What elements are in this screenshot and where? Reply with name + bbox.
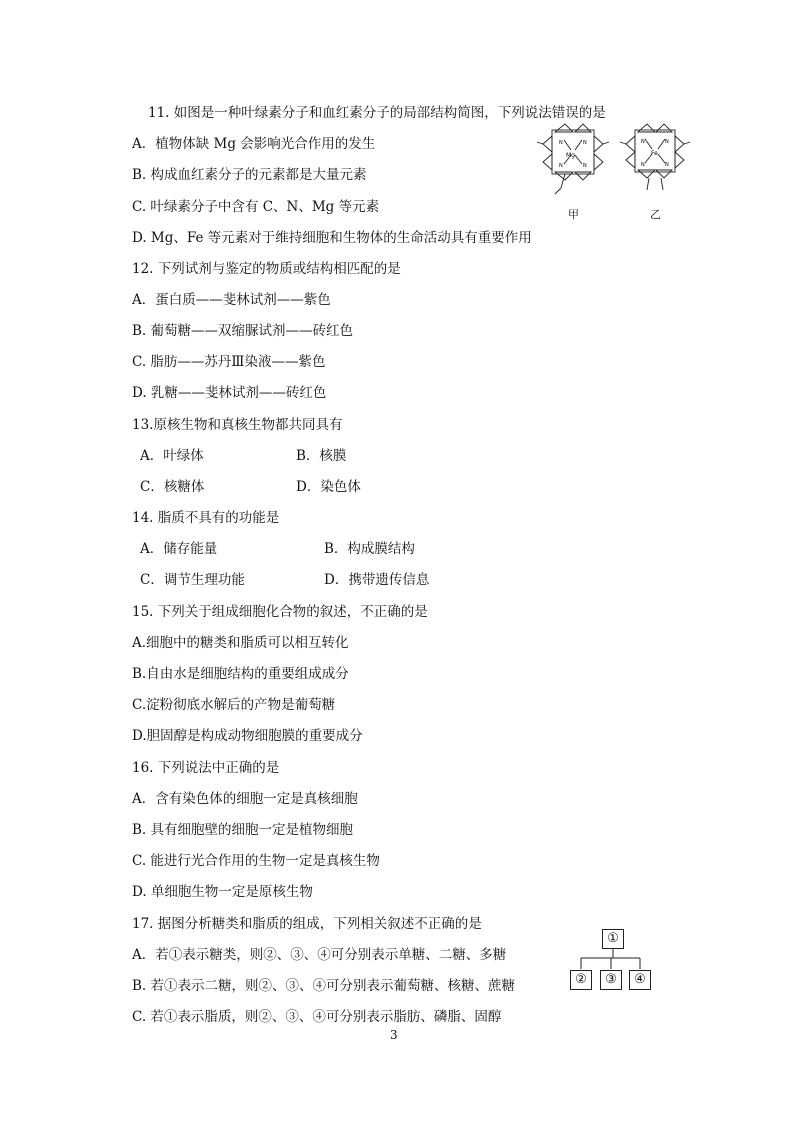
diagram-child-box-4: ④ <box>629 970 651 990</box>
q11-molecule-figure <box>535 122 695 222</box>
page-number: 3 <box>390 1028 398 1042</box>
q17-option-a: A．若①表示糖类，则②、③、④可分别表示单糖、二糖、多糖 <box>132 947 507 963</box>
chlorophyll-mg-label: Mg <box>566 152 575 159</box>
q12-option-b: B. 葡萄糖——双缩脲试剂——砖红色 <box>132 323 354 339</box>
q17-option-c: C. 若①表示脂质，则②、③、④可分别表示脂肪、磷脂、固醇 <box>132 1009 502 1025</box>
chlorophyll-n-label-1: N <box>559 140 563 146</box>
q14-option-b: B．构成膜结构 <box>324 541 415 557</box>
chlorophyll-n-label-2: N <box>583 140 587 146</box>
heme-n-label-2: N <box>665 139 669 145</box>
heme-structure <box>620 124 690 190</box>
q11-option-d: D. Mg、Fe 等元素对于维持细胞和生物体的生命活动具有重要作用 <box>132 230 532 246</box>
heme-n-label-1: N <box>641 139 645 145</box>
figure-label-jia: 甲 <box>568 208 579 221</box>
q15-option-b: B.自由水是细胞结构的重要组成成分 <box>132 666 349 682</box>
q11-option-b: B. 构成血红素分子的元素都是大量元素 <box>132 167 367 183</box>
q15-option-d: D.胆固醇是构成动物细胞膜的重要成分 <box>132 728 363 744</box>
q13-option-b: B．核膜 <box>296 448 347 464</box>
q16-option-c: C. 能进行光合作用的生物一定是真核生物 <box>132 853 380 869</box>
q14-option-a: A．储存能量 <box>140 541 218 557</box>
q11-option-a: A．植物体缺 Mg 会影响光合作用的发生 <box>132 136 376 152</box>
q17-stem: 17. 据图分析糖类和脂质的组成，下列相关叙述不正确的是 <box>132 916 482 932</box>
q15-stem: 15. 下列关于组成细胞化合物的叙述，不正确的是 <box>132 604 428 620</box>
q16-stem: 16. 下列说法中正确的是 <box>132 760 280 776</box>
diagram-root-box: ① <box>602 929 624 949</box>
figure-label-yi: 乙 <box>650 208 661 221</box>
q12-option-a: A．蛋白质——斐林试剂——紫色 <box>132 292 331 308</box>
q16-option-b: B. 具有细胞壁的细胞一定是植物细胞 <box>132 822 354 838</box>
q16-option-d: D. 单细胞生物一定是原核生物 <box>132 884 313 900</box>
q13-option-c: C．核糖体 <box>140 479 205 495</box>
q15-option-a: A.细胞中的糖类和脂质可以相互转化 <box>132 635 349 651</box>
chlorophyll-n-label-3: N <box>559 163 563 169</box>
diagram-child-box-2: ② <box>570 970 592 990</box>
q12-option-d: D. 乳糖——斐林试剂——砖红色 <box>132 385 327 401</box>
diagram-child-box-3: ③ <box>600 970 622 990</box>
q11-option-c: C. 叶绿素分子中含有 C、N、Mg 等元素 <box>132 199 380 215</box>
chlorophyll-n-label-4: N <box>583 163 587 169</box>
q16-option-a: A．含有染色体的细胞一定是真核细胞 <box>132 791 358 807</box>
q13-option-d: D．染色体 <box>296 479 361 495</box>
heme-fe-label: Fe <box>651 150 658 157</box>
q15-option-c: C.淀粉彻底水解后的产物是葡萄糖 <box>132 697 336 713</box>
q14-stem: 14. 脂质不具有的功能是 <box>132 510 280 526</box>
q17-option-b: B. 若①表示二糖，则②、③、④可分别表示葡萄糖、核糖、蔗糖 <box>132 978 516 994</box>
q13-stem: 13.原核生物和真核生物都共同具有 <box>132 417 343 433</box>
q11-stem: 11. 如图是一种叶绿素分子和血红素分子的局部结构简图，下列说法错误的是 <box>148 105 606 121</box>
q13-option-a: A．叶绿体 <box>140 448 204 464</box>
q14-option-d: D．携带遗传信息 <box>324 572 430 588</box>
q12-stem: 12. 下列试剂与鉴定的物质或结构相匹配的是 <box>132 261 401 277</box>
heme-n-label-3: N <box>641 162 645 168</box>
q12-option-c: C. 脂肪——苏丹Ⅲ染液——紫色 <box>132 354 326 370</box>
q14-option-c: C．调节生理功能 <box>140 572 245 588</box>
heme-n-label-4: N <box>665 162 669 168</box>
chlorophyll-structure <box>537 124 609 194</box>
